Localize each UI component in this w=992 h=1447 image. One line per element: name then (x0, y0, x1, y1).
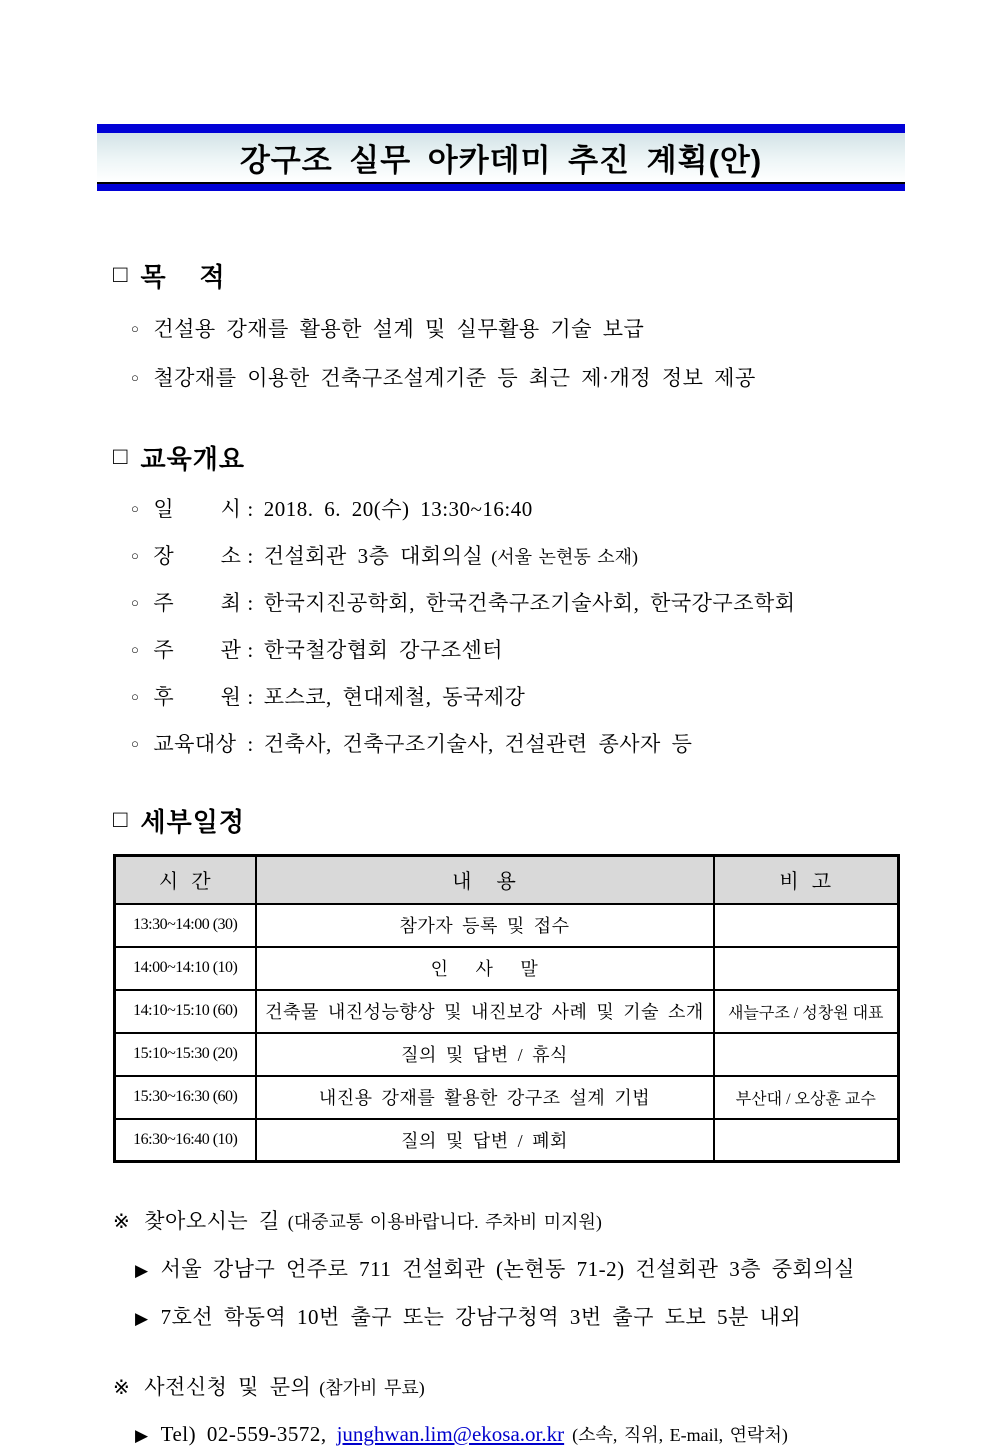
circle-bullet-icon: ○ (131, 595, 140, 610)
overview-item-value: 한국지진공학회, 한국건축구조기술사회, 한국강구조학회 (263, 591, 796, 615)
overview-item-datetime (113, 493, 897, 523)
schedule-table (113, 854, 900, 1163)
phone-number: Tel) 02-559-3572, (160, 1422, 327, 1446)
overview-item-host (113, 587, 897, 617)
overview-item-label: 후 원 (153, 685, 242, 709)
banner-top-bar (97, 124, 905, 133)
contact-note: (소속, 직위, E-mail, 연락처) (572, 1425, 788, 1445)
colon-separator: : (247, 497, 254, 521)
square-bullet-icon: □ (113, 805, 129, 833)
table-row (115, 1076, 899, 1119)
schedule-time: 14:00~14:10 (10) (115, 947, 256, 990)
overview-item-value: 2018. 6. 20(수) 13:30~16:40 (263, 497, 533, 521)
arrow-bullet-icon: ▶ (135, 1261, 149, 1280)
directions-heading-label: 찾아오시는 길 (144, 1209, 280, 1233)
registration-heading-note: (참가비 무료) (319, 1378, 425, 1398)
square-bullet-icon: □ (113, 442, 129, 470)
colon-separator: : (247, 638, 254, 662)
schedule-note (714, 1033, 899, 1076)
purpose-item-text: 건설용 강재를 활용한 설계 및 실무활용 기술 보급 (153, 317, 645, 341)
schedule-content: 질의 및 답변 / 폐회 (256, 1119, 714, 1162)
contact-line (113, 1421, 897, 1447)
colon-separator: : (247, 544, 254, 568)
title-banner (97, 124, 905, 191)
overview-item-organizer (113, 634, 897, 664)
purpose-item (113, 362, 897, 392)
column-header-content: 내 용 (256, 856, 714, 904)
schedule-time: 13:30~14:00 (30) (115, 904, 256, 947)
overview-item-label: 일 시 (153, 497, 242, 521)
section-directions (113, 1205, 897, 1331)
section-purpose (113, 257, 897, 392)
overview-item-venue (113, 540, 897, 570)
document-content (113, 195, 897, 1447)
circle-bullet-icon: ○ (131, 370, 140, 385)
colon-separator: : (247, 685, 254, 709)
schedule-heading-label: 세부일정 (140, 807, 245, 837)
schedule-note: 부산대 / 오상훈 교수 (714, 1076, 899, 1119)
overview-item-audience (113, 728, 897, 758)
schedule-content: 인 사 말 (256, 947, 714, 990)
table-row (115, 990, 899, 1033)
circle-bullet-icon: ○ (131, 689, 140, 704)
banner-body (97, 133, 905, 182)
schedule-content: 내진용 강재를 활용한 강구조 설계 기법 (256, 1076, 714, 1119)
directions-item (113, 1253, 897, 1283)
directions-item-text: 7호선 학동역 10번 출구 또는 강남구청역 3번 출구 도보 5분 내외 (160, 1305, 802, 1329)
table-header-row (115, 856, 899, 904)
table-row (115, 947, 899, 990)
overview-item-label: 주 관 (153, 638, 242, 662)
purpose-heading-label: 목 적 (140, 262, 226, 292)
colon-separator: : (247, 591, 254, 615)
overview-item-note: (서울 논현동 소재) (491, 547, 638, 567)
purpose-item-text: 철강재를 이용한 건축구조설계기준 등 최근 제·개정 정보 제공 (153, 366, 756, 390)
table-row (115, 1119, 899, 1162)
table-row (115, 1033, 899, 1076)
circle-bullet-icon: ○ (131, 321, 140, 336)
table-row (115, 904, 899, 947)
registration-heading-label: 사전신청 및 문의 (144, 1375, 312, 1399)
overview-item-value: 포스코, 현대제철, 동국제강 (263, 685, 526, 709)
circle-bullet-icon: ○ (131, 501, 140, 516)
schedule-note (714, 947, 899, 990)
schedule-time: 15:10~15:30 (20) (115, 1033, 256, 1076)
section-overview (113, 439, 897, 758)
schedule-time: 15:30~16:30 (60) (115, 1076, 256, 1119)
schedule-time: 14:10~15:10 (60) (115, 990, 256, 1033)
overview-item-value: 건축사, 건축구조기술사, 건설관련 종사자 등 (263, 732, 693, 756)
overview-item-label: 교육대상 (153, 732, 237, 756)
schedule-content: 질의 및 답변 / 휴식 (256, 1033, 714, 1076)
overview-item-value: 한국철강협회 강구조센터 (263, 638, 504, 662)
overview-item-sponsor (113, 681, 897, 711)
schedule-note: 새늘구조 / 성창원 대표 (714, 990, 899, 1033)
purpose-item (113, 313, 897, 343)
schedule-heading (113, 802, 897, 839)
page-title: 강구조 실무 아카데미 추진 계획(안) (239, 143, 763, 178)
reference-mark-icon: ※ (113, 1377, 131, 1399)
square-bullet-icon: □ (113, 260, 129, 288)
schedule-note (714, 904, 899, 947)
directions-heading (113, 1205, 897, 1235)
circle-bullet-icon: ○ (131, 548, 140, 563)
overview-heading (113, 439, 897, 476)
circle-bullet-icon: ○ (131, 642, 140, 657)
overview-heading-label: 교육개요 (140, 444, 245, 474)
directions-item (113, 1301, 897, 1331)
registration-heading (113, 1371, 897, 1401)
arrow-bullet-icon: ▶ (135, 1426, 149, 1445)
schedule-time: 16:30~16:40 (10) (115, 1119, 256, 1162)
email-link[interactable]: junghwan.lim@ekosa.or.kr (336, 1422, 565, 1446)
purpose-heading (113, 257, 897, 294)
reference-mark-icon: ※ (113, 1211, 131, 1233)
section-registration (113, 1371, 897, 1447)
schedule-note (714, 1119, 899, 1162)
schedule-content: 건축물 내진성능향상 및 내진보강 사례 및 기술 소개 (256, 990, 714, 1033)
overview-item-label: 장 소 (153, 544, 242, 568)
arrow-bullet-icon: ▶ (135, 1309, 149, 1328)
directions-item-text: 서울 강남구 언주로 711 건설회관 (논현동 71-2) 건설회관 3층 중회의실 (160, 1257, 855, 1281)
overview-item-label: 주 최 (153, 591, 242, 615)
circle-bullet-icon: ○ (131, 736, 140, 751)
overview-item-value: 건설회관 3층 대회의실 (263, 544, 484, 568)
column-header-time: 시 간 (115, 856, 256, 904)
colon-separator: : (247, 732, 254, 756)
directions-heading-note: (대중교통 이용바랍니다. 주차비 미지원) (287, 1212, 602, 1232)
section-schedule (113, 802, 897, 1163)
column-header-note: 비 고 (714, 856, 899, 904)
banner-bottom-bar (97, 182, 905, 191)
schedule-content: 참가자 등록 및 접수 (256, 904, 714, 947)
